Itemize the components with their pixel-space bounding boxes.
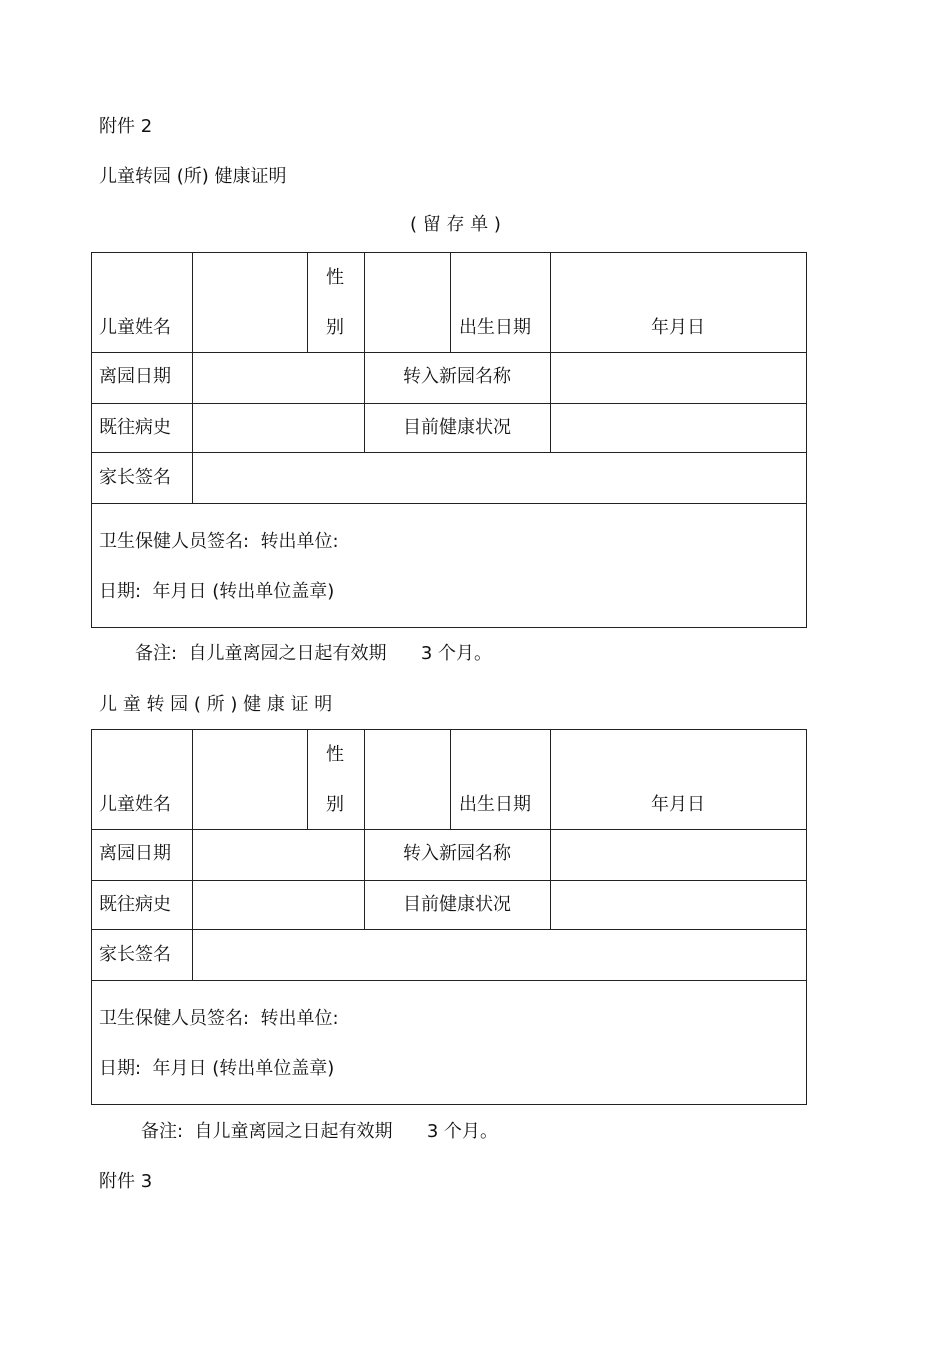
attachment-3-label: 附件 3	[99, 1171, 153, 1192]
validity-note: 备注: 自儿童离园之日起有效期 3 个月。	[135, 643, 493, 664]
new-school-label: 转入新园名称	[403, 366, 511, 387]
second-title: 儿 童 转 园 ( 所 ) 健 康 证 明	[99, 694, 333, 715]
new-school-label: 转入新园名称	[403, 843, 511, 864]
date-stamp-label: 日期: 年月日 (转出单位盖章)	[99, 581, 335, 602]
parent-signature-label: 家长签名	[99, 467, 171, 488]
col-divider	[364, 730, 365, 829]
col-divider	[192, 929, 193, 980]
row-divider	[92, 452, 806, 453]
document-title: 儿童转园 (所) 健康证明	[99, 166, 287, 187]
leave-date-label: 离园日期	[99, 366, 171, 387]
medical-history-label: 既往病史	[99, 417, 171, 438]
health-status-label: 目前健康状况	[403, 417, 511, 438]
row-divider	[92, 352, 806, 353]
birth-date-label: 出生日期	[459, 317, 531, 338]
child-name-label: 儿童姓名	[99, 317, 171, 338]
row-divider	[92, 829, 806, 830]
row-divider	[92, 980, 806, 981]
birth-date-ymd: 年月日	[651, 317, 705, 338]
row-divider	[92, 503, 806, 504]
birth-date-label: 出生日期	[459, 794, 531, 815]
health-status-label: 目前健康状况	[403, 894, 511, 915]
col-divider	[192, 253, 193, 352]
document-subtitle: ( 留 存 单 )	[410, 214, 501, 235]
health-staff-signature-label: 卫生保健人员签名: 转出单位:	[99, 531, 339, 552]
gender-label-bottom: 别	[326, 794, 344, 815]
row-divider	[92, 880, 806, 881]
col-divider	[192, 829, 193, 930]
col-divider	[550, 352, 551, 453]
date-stamp-label: 日期: 年月日 (转出单位盖章)	[99, 1058, 335, 1079]
health-certificate-form-retained	[91, 252, 807, 628]
parent-signature-label: 家长签名	[99, 944, 171, 965]
col-divider	[192, 452, 193, 503]
health-certificate-form	[91, 729, 807, 1105]
col-divider	[307, 253, 308, 352]
col-divider	[192, 352, 193, 453]
gender-label-top: 性	[326, 267, 344, 288]
leave-date-label: 离园日期	[99, 843, 171, 864]
col-divider	[550, 829, 551, 930]
birth-date-ymd: 年月日	[651, 794, 705, 815]
col-divider	[450, 730, 451, 829]
row-divider	[92, 929, 806, 930]
medical-history-label: 既往病史	[99, 894, 171, 915]
col-divider	[307, 730, 308, 829]
col-divider	[364, 253, 365, 352]
row-divider	[92, 403, 806, 404]
gender-label-top: 性	[326, 744, 344, 765]
col-divider	[192, 730, 193, 829]
child-name-label: 儿童姓名	[99, 794, 171, 815]
validity-note: 备注: 自儿童离园之日起有效期 3 个月。	[141, 1121, 499, 1142]
health-staff-signature-label: 卫生保健人员签名: 转出单位:	[99, 1008, 339, 1029]
attachment-2-label: 附件 2	[99, 116, 153, 137]
gender-label-bottom: 别	[326, 317, 344, 338]
col-divider	[450, 253, 451, 352]
